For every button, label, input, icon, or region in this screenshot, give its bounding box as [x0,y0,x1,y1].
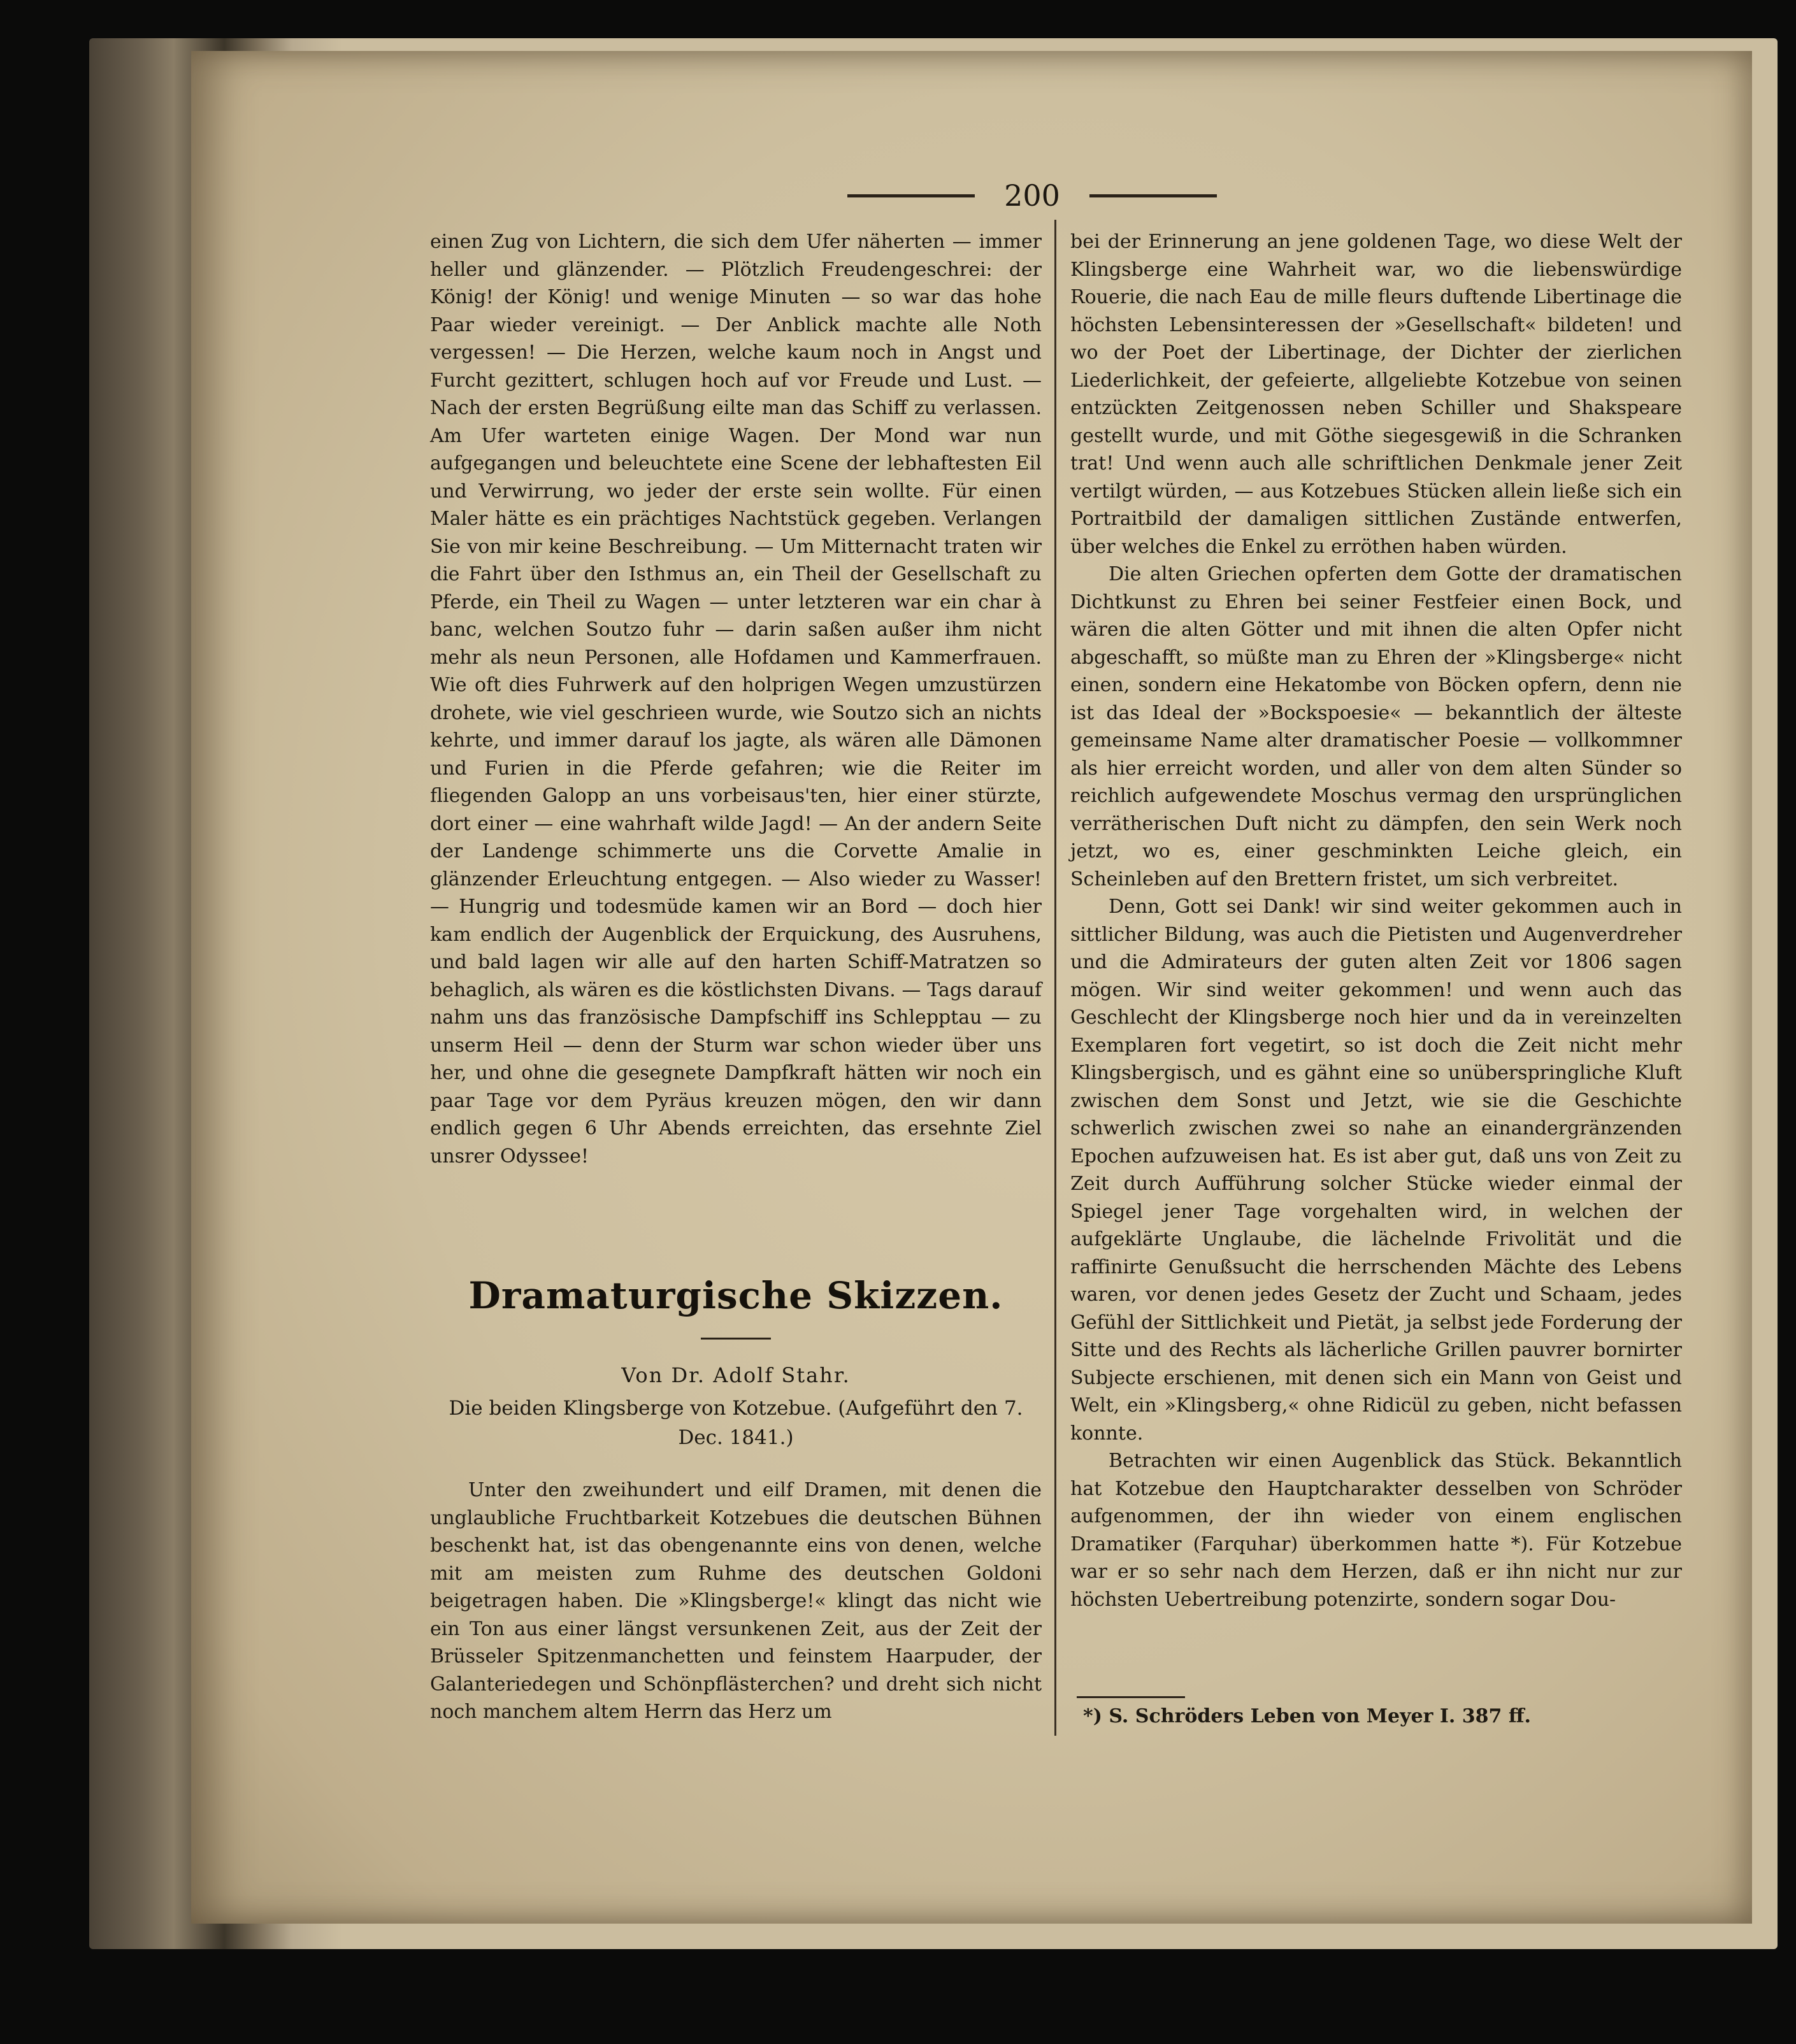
left-paragraph: einen Zug von Lichtern, die sich dem Ufer näherten — immer heller und glänzender. — Plötzlich Freudengeschrei: der König! der König! und wenige Minuten — so war das hohe Paar wieder vereinigt. — Der Anblick machte alle Noth vergessen! — Die Herzen, welche kaum noch in Angst und Furcht gezittert, schlugen hoch auf vor Freude und Lust. — Nach der ersten Begrüßung eilte man das Schiff zu verlassen. Am Ufer warteten einige Wagen. Der Mond war nun aufgegangen und beleuchtete eine Scene der lebhaftesten Eil und Verwirrung, wo jeder der erste sein wollte. Für einen Maler hätte es ein prächtiges Nachtstück gegeben. Verlangen Sie von mir keine Beschreibung. — Um Mitternacht traten wir die Fahrt über den Isthmus an, ein Theil der Gesellschaft zu Pferde, ein Theil zu Wagen — unter letzteren war ein char à banc, welchen Soutzo fuhr — darin saßen außer ihm nicht mehr als neun Personen, alle Hofdamen und Kammerfrauen. Wie oft dies Fuhrwerk auf den holprigen Wegen umzustürzen drohete, wie viel geschrieen wurde, wie Soutzo sich an nichts kehrte, und immer darauf los jagte, als wären alle Dämonen und Furien in die Pferde gefahren; wie die Reiter im fliegenden Galopp an uns vorbeisaus'ten, hier einer stürzte, dort einer — eine wahrhaft wilde Jagd! — An der andern Seite der Landenge schimmerte uns die Corvette Amalie in glänzender Erleuchtung entgegen. — Also wieder zu Wasser! — Hungrig und todesmüde kamen wir an Bord — doch hier kam endlich der Augenblick der Erquickung, des Ausruhens, und bald lagen wir alle auf den harten Schiff-Matratzen so behaglich, als wären es die köstlichsten Divans. — Tags darauf nahm uns das französische Dampfschiff ins Schlepptau — zu unserm Heil — denn der Sturm war schon wieder über uns her, und ohne die gesegnete Dampfkraft hätten wir noch ein paar Tage vor dem Pyräus kreuzen mögen, den wir dann endlich gegen 6 Uhr Abends erreichten, das ersehnte Ziel unsrer Odyssee! [430,231,1042,1168]
page-number: 200 [1004,178,1060,213]
right-paragraph: Die alten Griechen opferten dem Gotte der dramatischen Dichtkunst zu Ehren bei seiner Festfeier einen Bock, und wären die alten Götter und mit ihnen die alten Opfer nicht abgeschafft, so müßte man zu Ehren der »Klingsberge« nicht einen, sondern eine Hekatombe von Böcken opfern, denn nie ist das Ideal der »Bockspoesie« — bekanntlich der älteste gemeinsame Name alter dramatischer Poesie — vollkommner als hier erreicht worden, und aller von dem alten Sünder so reichlich aufgewendete Moschus vermag den ursprünglichen verrätherischen Duft nicht zu dämpfen, den sein Werk noch jetzt, wo es, einer geschminkten Leiche gleich, ein Scheinleben auf den Brettern fristet, um sich verbreitet. [1070,563,1682,890]
article-heading: Dramaturgische Skizzen. [468,1274,1003,1317]
article-body-left: Unter den zweihundert und eilf Dramen, mit denen die unglaubliche Fruchtbarkeit Kotzebues die deutschen Bühnen beschenkt hat, ist das obengenannte eins von denen, welche mit am meisten zum Ruhme des deutschen Goldoni beigetragen haben. Die »Klingsberge!« klingt das nicht wie ein Ton aus einer längst versunkenen Zeit, aus der Zeit der Brüsseler Spitzenmanchetten und feinstem Haarpuder, der Galanteriedegen und Schönpflästerchen? und dreht sich nicht noch manchem altem Herrn das Herz um [430,1479,1042,1723]
right-column [1070,228,1682,1613]
article-subtitle: Die beiden Klingsberge von Kotzebue. (Aufgeführt den 7. Dec. 1841.) [449,1397,1023,1449]
header-rule-left [847,194,975,197]
left-column [430,228,1042,1170]
right-paragraph: Betrachten wir einen Augenblick das Stück. Bekanntlich hat Kotzebue den Hauptcharakter desselben von Schröder aufgenommen, der ihn wieder von einem englischen Dramatiker (Farquhar) überkommen hatte *). Für Kotzebue war er so sehr nach dem Herzen, daß er ihn nicht nur zur höchsten Uebertreibung potenzirte, sondern sogar Dou- [1070,1450,1682,1611]
header-rule-right [1089,194,1217,197]
footnote-rule [1077,1696,1185,1698]
footnote: *) S. Schröders Leben von Meyer I. 387 ff. [1083,1705,1531,1727]
heading-rule [701,1338,771,1340]
column-divider [1054,220,1056,1736]
right-paragraph: Denn, Gott sei Dank! wir sind weiter gekommen auch in sittlicher Bildung, was auch die Pietisten und Augenverdreher und die Admirateurs der guten alten Zeit vor 1806 sagen mögen. Wir sind weiter gekommen! und wenn auch das Geschlecht der Klingsberge noch hier und da in vereinzelten Exemplaren fort vegetirt, so ist doch die Zeit nicht mehr Klingsbergisch, und es gähnt eine so unüberspringliche Kluft zwischen dem Sonst und Jetzt, wie sie die Geschichte schwerlich zwischen zwei so nahe an einandergränzenden Epochen aufzuweisen hat. Es ist aber gut, daß uns von Zeit zu Zeit durch Aufführung solcher Stücke wieder einmal der Spiegel jener Tage vorgehalten wird, in welchen der aufgeklärte Unglaube, die lächelnde Frivolität und die raffinirte Genußsucht die herrschenden Mächte des Lebens waren, vor denen jedes Gesetz der Zucht und Schaam, jedes Gefühl der Sittlichkeit und Pietät, ja selbst jede Forderung der Sitte und des Rechts als lächerliche Grillen pauvrer bornirter Subjecte erschienen, mit denen sich ein Mann von Geist und Welt, ein »Klingsberg,« ohne Ridicül zu geben, nicht befassen konnte. [1070,896,1682,1445]
right-paragraph: bei der Erinnerung an jene goldenen Tage, wo diese Welt der Klingsberge eine Wahrheit war, wo die liebenswürdige Rouerie, die nach Eau de mille fleurs duftende Libertinage die höchsten Lebensinteressen der »Gesellschaft« bildeten! und wo der Poet der Libertinage, der Dichter der zierlichen Liederlichkeit, der gefeierte, allgeliebte Kotzebue von seinen entzückten Zeitgenossen neben Schiller und Shakspeare gestellt wurde, und mit Göthe siegesgewiß in die Schranken trat! Und wenn auch alle schriftlichen Denkmale jener Zeit vertilgt würden, — aus Kotzebues Stücken allein ließe sich ein Portraitbild der damaligen sittlichen Zustände entwerfen, über welches die Enkel zu erröthen haben würden. [1070,231,1682,558]
article-author: Von Dr. Adolf Stahr. [621,1363,851,1387]
